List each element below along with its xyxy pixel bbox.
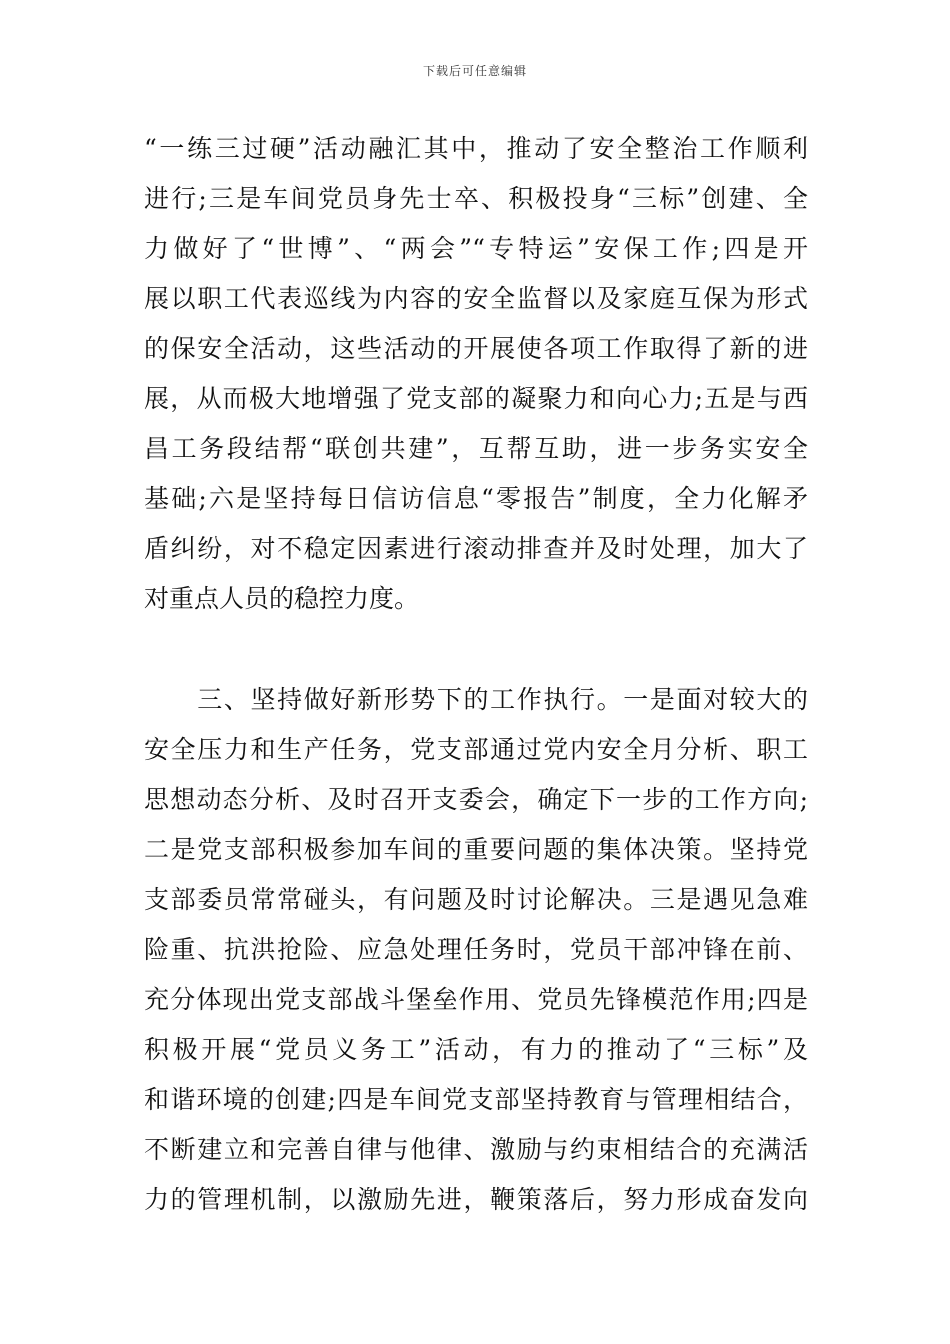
text-line: 盾纠纷，对不稳定因素进行滚动排查并及时处理，加大了	[144, 534, 808, 563]
document-body	[144, 124, 808, 1225]
text-line: 安全压力和生产任务，党支部通过党内安全月分析、职工	[144, 735, 808, 764]
text-line: “一练三过硬”活动融汇其中，推动了安全整治工作顺利	[144, 134, 808, 163]
text-line: 展，从而极大地增强了党支部的凝聚力和向心力;五是与西	[144, 384, 808, 413]
text-line: 支部委员常常碰头，有问题及时讨论解决。三是遇见急难	[144, 885, 808, 914]
text-line: 积极开展“党员义务工”活动，有力的推动了“三标”及	[144, 1035, 808, 1064]
text-line: 思想动态分析、及时召开支委会，确定下一步的工作方向;	[144, 785, 808, 814]
page-header: 下载后可任意编辑	[422, 64, 527, 78]
text-line: 二是党支部积极参加车间的重要问题的集体决策。坚持党	[144, 835, 808, 864]
text-line: 力的管理机制，以激励先进，鞭策落后，努力形成奋发向	[144, 1185, 808, 1214]
text-line: 力做好了“世博”、“两会”“专特运”安保工作;四是开	[144, 234, 808, 263]
text-line: 和谐环境的创建;四是车间党支部坚持教育与管理相结合，	[144, 1085, 808, 1114]
paragraph-1	[144, 124, 808, 624]
paragraph-2	[144, 675, 808, 1225]
text-line: 昌工务段结帮“联创共建”，互帮互助，进一步务实安全	[144, 434, 808, 463]
text-line: 进行;三是车间党员身先士卒、积极投身“三标”创建、全	[144, 184, 808, 213]
text-line: 三、坚持做好新形势下的工作执行。一是面对较大的	[144, 685, 808, 714]
paragraph-gap	[144, 624, 808, 675]
text-line: 不断建立和完善自律与他律、激励与约束相结合的充满活	[144, 1135, 808, 1164]
text-line: 充分体现出党支部战斗堡垒作用、党员先锋模范作用;四是	[144, 985, 808, 1014]
text-line: 基础;六是坚持每日信访信息“零报告”制度，全力化解矛	[144, 484, 808, 513]
text-line: 展以职工代表巡线为内容的安全监督以及家庭互保为形式	[144, 284, 808, 313]
text-line: 险重、抗洪抢险、应急处理任务时，党员干部冲锋在前、	[144, 935, 808, 964]
text-line: 的保安全活动，这些活动的开展使各项工作取得了新的进	[144, 334, 808, 363]
text-line: 对重点人员的稳控力度。	[144, 584, 420, 613]
